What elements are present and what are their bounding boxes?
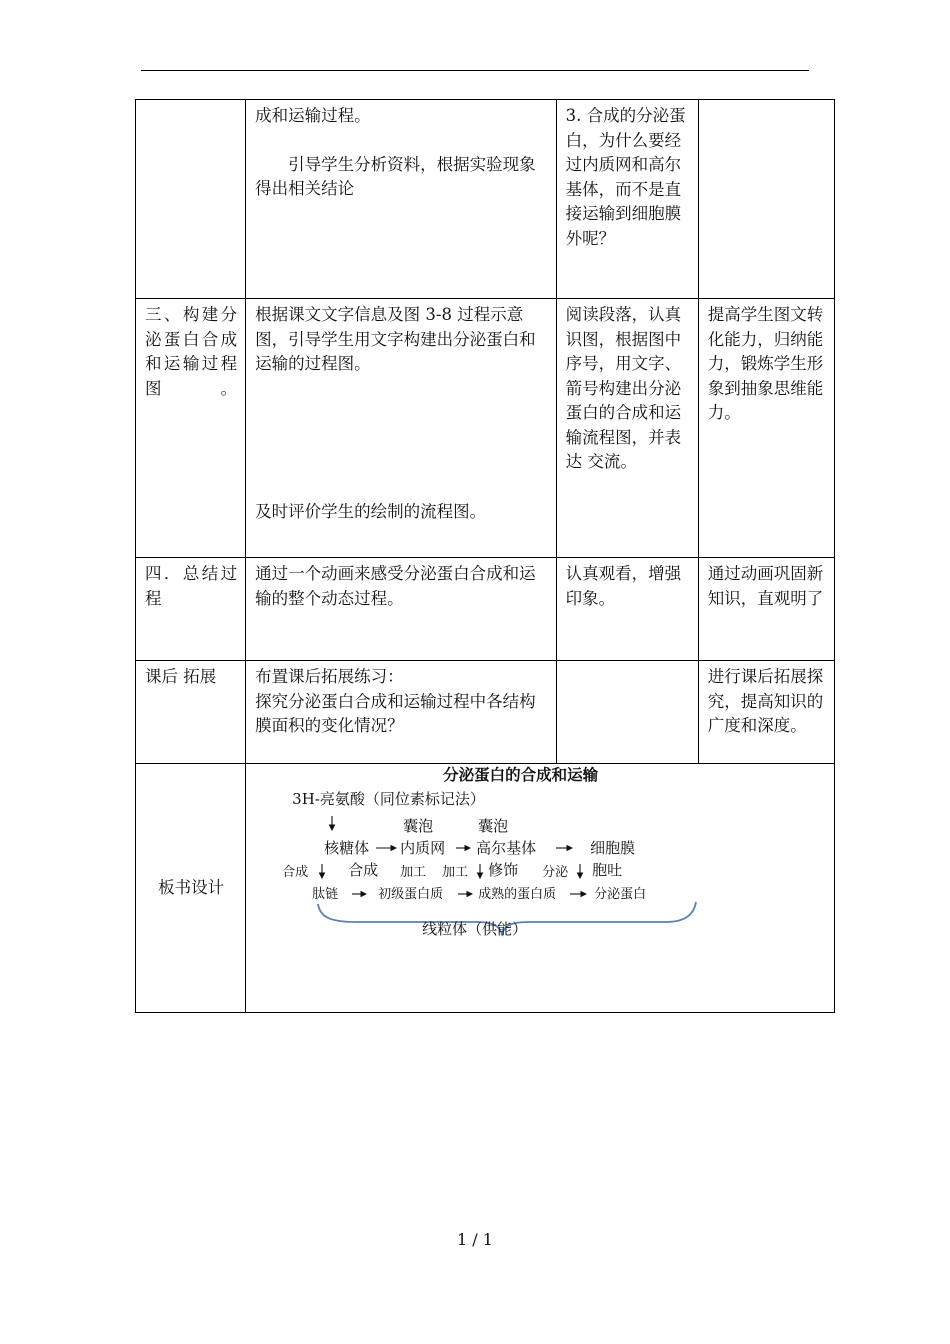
golgi-label: 高尔基体 (476, 839, 537, 857)
table-row (136, 299, 835, 558)
teacher-cell (246, 299, 556, 558)
teacher-text: 探究分泌蛋白合成和运输过程中各结构膜面积的变化情况？ (255, 691, 536, 735)
teacher-cell (246, 100, 556, 299)
teacher-text: 及时评价学生的绘制的流程图。 (255, 501, 487, 521)
secrete-label: 分泌 (542, 865, 569, 880)
intent-cell: 进行课后拓展探究，提高知识的广度和深度。 (698, 661, 834, 764)
student-cell (556, 661, 698, 764)
membrane-label: 细胞膜 (590, 839, 636, 857)
mito-label: 线粒体（供能） (422, 920, 528, 938)
teacher-text: 引导学生分析资料，根据实验现象得出相关结论 (255, 154, 536, 198)
vesicle-label: 囊泡 (403, 817, 434, 835)
vesicle-label: 囊泡 (478, 817, 509, 835)
student-cell: 3. 合成的分泌蛋白，为什么要经过内质网和高尔基体，而不是直接运输到细胞膜外呢？ (556, 100, 698, 299)
stage-cell: 四．总结过程 (136, 558, 246, 661)
page-number: 1 / 1 (457, 1230, 493, 1249)
spacer (255, 129, 547, 153)
board-title: 分泌蛋白的合成和运输 (443, 766, 599, 784)
exocytosis-label: 胞吐 (592, 861, 623, 879)
stage-cell: 三、构建分泌蛋白合成和运输过程图。 (136, 299, 246, 558)
header-rule (141, 70, 809, 71)
table-row (136, 558, 835, 661)
table-row (136, 764, 835, 1013)
mature-protein-label: 成熟的蛋白质 (478, 887, 557, 902)
teacher-text: 成和运输过程。 (255, 106, 371, 125)
teacher-cell (246, 661, 556, 764)
process-label: 加工 (442, 865, 469, 880)
board-line1: 3H-亮氨酸（同位素标记法） (292, 790, 485, 808)
intent-cell: 提高学生图文转化能力，归纳能力，锻炼学生形象到抽象思维能力。 (698, 299, 834, 558)
board-design (246, 764, 835, 1013)
student-cell: 阅读段落，认真识图，根据图中序号，用文字、箭号构建出分泌蛋白的合成和运输流程图，并表达 交流。 (556, 299, 698, 558)
initial-protein-label: 初级蛋白质 (378, 887, 444, 902)
process-label: 加工 (400, 865, 427, 880)
modify-label: 修饰 (488, 861, 519, 879)
peptide-label: 肽链 (312, 887, 339, 902)
table-row (136, 661, 835, 764)
intent-cell: 通过动画巩固新知识，直观明了 (698, 558, 834, 661)
lesson-plan-table (135, 99, 835, 1013)
stage-cell: 课后 拓展 (136, 661, 246, 764)
student-cell: 认真观看，增强印象。 (556, 558, 698, 661)
teacher-text: 布置课后拓展练习： (255, 667, 404, 686)
secreted-protein-label: 分泌蛋白 (594, 887, 647, 902)
stage-cell (136, 100, 246, 299)
teacher-cell: 通过一个动画来感受分泌蛋白合成和运输的整个动态过程。 (246, 558, 556, 661)
teacher-text: 根据课文文字信息及图 3-8 过程示意图，引导学生用文字构建出分泌蛋白和运输的过程图。 (255, 305, 536, 373)
synth-small-label: 合成 (282, 865, 309, 880)
synth-label: 合成 (348, 861, 379, 879)
spacer (255, 377, 547, 500)
ribosome-label: 核糖体 (324, 839, 370, 857)
board-label: 板书设计 (136, 764, 246, 1013)
er-label: 内质网 (400, 839, 446, 857)
intent-cell (698, 100, 834, 299)
table-row (136, 100, 835, 299)
